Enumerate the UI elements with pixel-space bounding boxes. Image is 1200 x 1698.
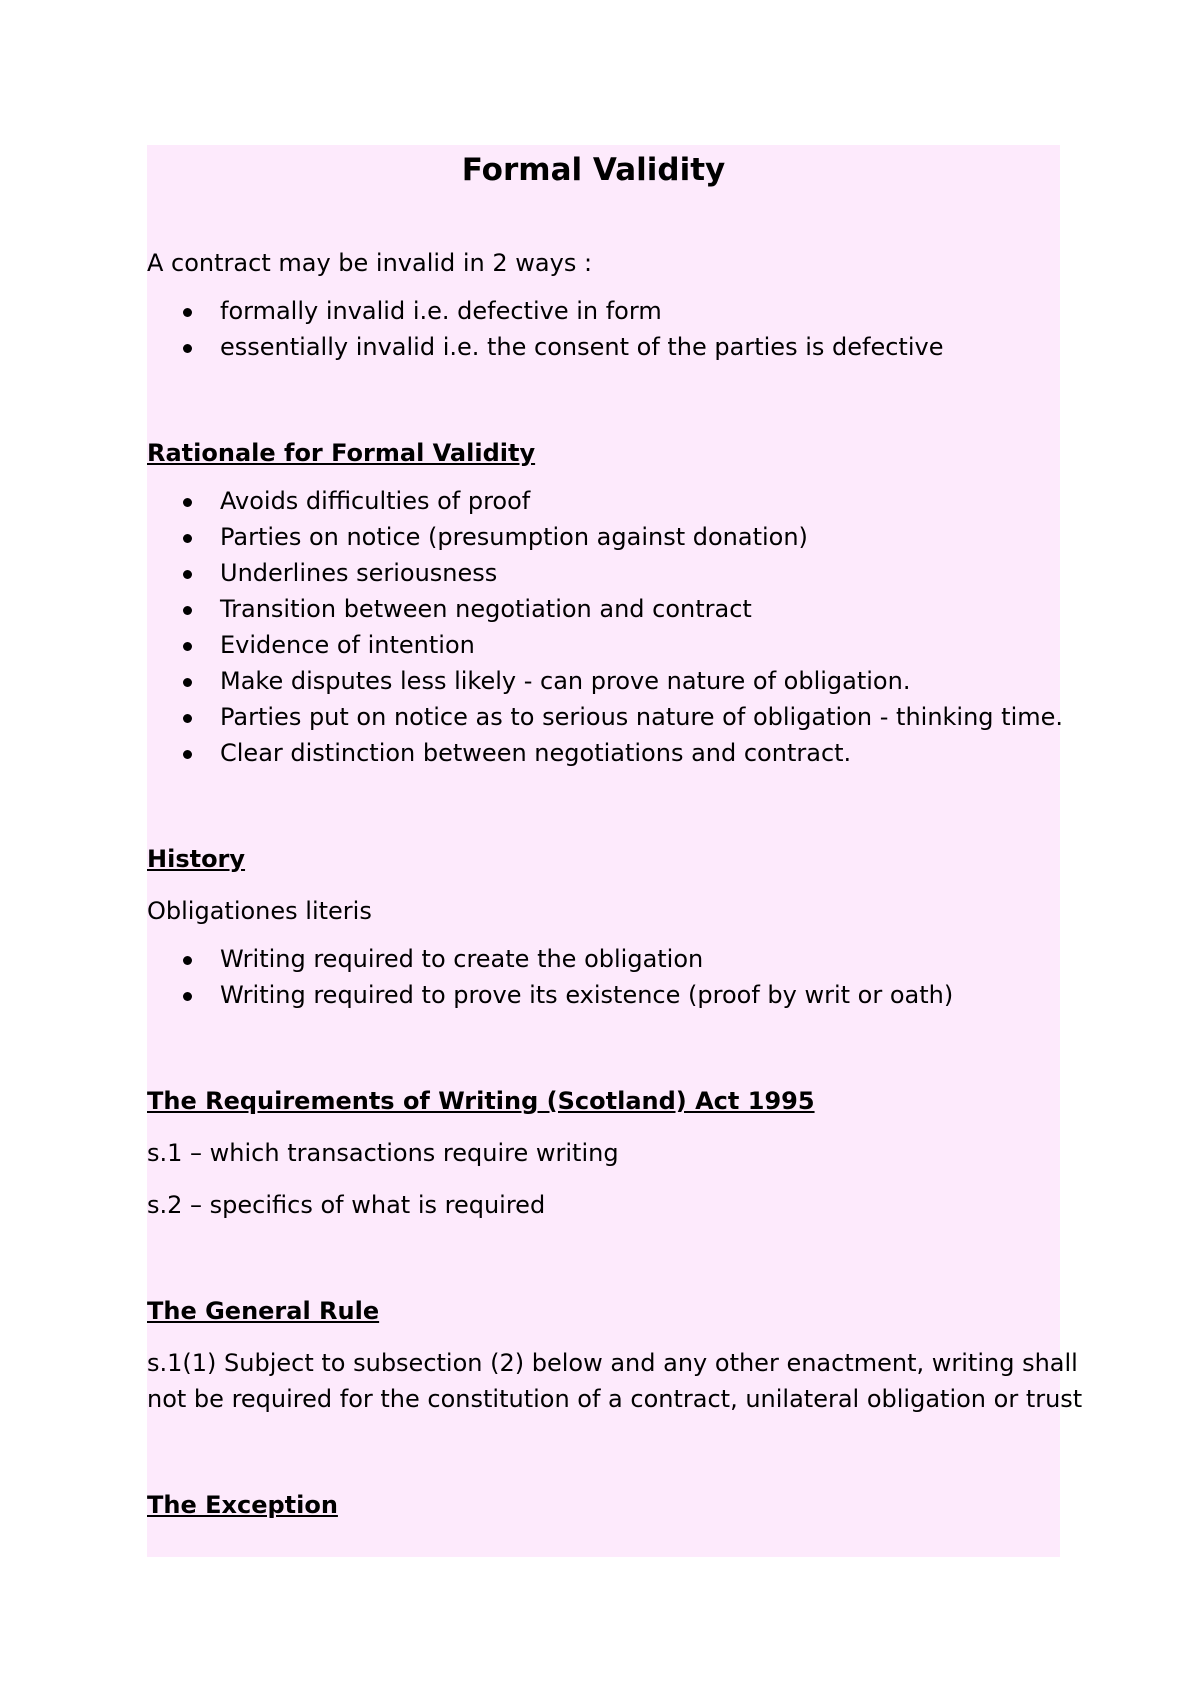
list-item: Clear distinction between negotiations and contract. [147,735,1077,771]
list-item: Writing required to prove its existence (proof by writ or oath) [147,977,1077,1013]
list-item: Avoids difficulties of proof [147,483,1077,519]
bullet-icon [183,956,192,965]
act-s1-text: s.1 – which transactions require writing [147,1139,619,1167]
list-item: Transition between negotiation and contract [147,591,1077,627]
bullet-icon [183,534,192,543]
general-rule-line-2: not be required for the constitution of a contract, unilateral obligation or trust [147,1385,1083,1413]
section-heading-general-rule: The General Rule [147,1297,380,1325]
list-item: Evidence of intention [147,627,1077,663]
bullet-icon [183,678,192,687]
bullet-icon [183,714,192,723]
bullet-icon [183,344,192,353]
rationale-list [147,483,1077,771]
history-subheading: Obligationes literis [147,897,372,925]
intro-text: A contract may be invalid in 2 ways : [147,249,593,277]
bullet-icon [183,308,192,317]
bullet-icon [183,992,192,1001]
list-item: Parties put on notice as to serious nature of obligation - thinking time. [147,699,1077,735]
list-item: formally invalid i.e. defective in form [147,293,1077,329]
document-title: Formal Validity [461,152,726,188]
bullet-icon [183,606,192,615]
list-item: Writing required to create the obligation [147,941,1077,977]
bullet-icon [183,642,192,651]
history-list [147,941,1077,1013]
list-item: essentially invalid i.e. the consent of the parties is defective [147,329,1077,365]
bullet-icon [183,498,192,507]
list-item: Make disputes less likely - can prove nature of obligation. [147,663,1077,699]
list-item: Parties on notice (presumption against donation) [147,519,1077,555]
document-content [147,145,1083,1523]
section-heading-act: The Requirements of Writing (Scotland) Act 1995 [147,1087,815,1115]
act-s2-text: s.2 – specifics of what is required [147,1191,546,1219]
general-rule-line-1: s.1(1) Subject to subsection (2) below and any other enactment, writing shall [147,1349,1078,1377]
bullet-icon [183,570,192,579]
list-item: Underlines seriousness [147,555,1077,591]
invalid-ways-list [147,293,1077,365]
bullet-icon [183,750,192,759]
section-heading-exception: The Exception [147,1491,338,1519]
section-heading-rationale: Rationale for Formal Validity [147,439,536,467]
section-heading-history: History [147,845,246,873]
